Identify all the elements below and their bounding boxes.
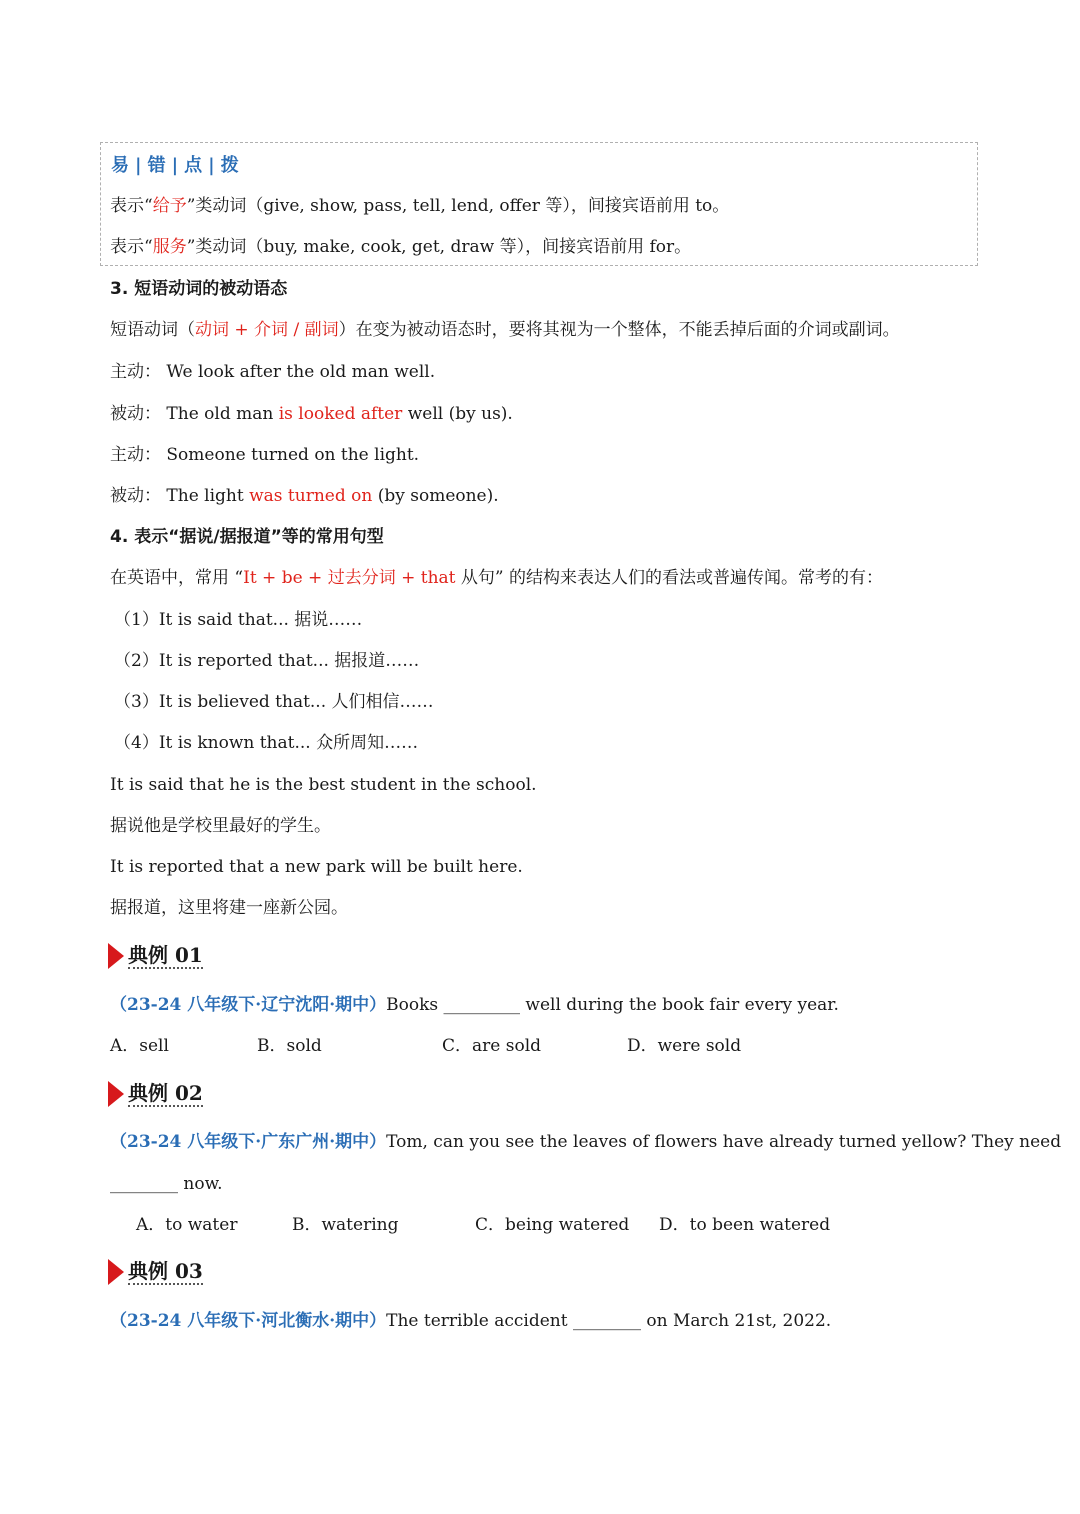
example-active-1: 主动： We look after the old man well. (110, 362, 436, 382)
example-02-question-cont: ________ now. (110, 1174, 223, 1194)
example-active-2: 主动： Someone turned on the light. (110, 445, 420, 465)
section-3-intro: 短语动词（动词 + 介词 / 副词）在变为被动语态时，要将其视为一个整体，不能丢掉后面的介词或副词。 (110, 320, 900, 340)
example-01-option-d: D．were sold (627, 1036, 742, 1056)
arrow-right-icon (108, 943, 124, 969)
pattern-4: （4）It is known that... 众所周知…… (114, 733, 419, 753)
example-02-question: （23-24 八年级下·广东广州·期中）Tom, can you see the leaves of flowers have already turned yellow? They need (110, 1132, 1062, 1152)
tip-line-serve: 表示“服务”类动词（buy, make, cook, get, draw 等），间接宾语前用 for。 (110, 237, 692, 257)
pattern-3: （3）It is believed that... 人们相信…… (114, 692, 434, 712)
example-03-question: （23-24 八年级下·河北衡水·期中）The terrible accident ________ on March 21st, 2022. (110, 1311, 832, 1331)
sentence-zh-1: 据说他是学校里最好的学生。 (110, 816, 331, 836)
arrow-right-icon (108, 1081, 124, 1107)
example-01-option-b: B．sold (257, 1036, 322, 1056)
example-02-option-c: C．being watered (475, 1215, 630, 1235)
tip-line-give: 表示“给予”类动词（give, show, pass, tell, lend, offer 等），间接宾语前用 to。 (110, 196, 730, 216)
sentence-en-1: It is said that he is the best student in the school. (110, 775, 537, 795)
pattern-2: （2）It is reported that... 据报道…… (114, 651, 420, 671)
sentence-zh-2: 据报道，这里将建一座新公园。 (110, 898, 348, 918)
example-02-option-b: B．watering (292, 1215, 399, 1235)
tip-title: 易 | 错 | 点 | 拨 (111, 155, 241, 176)
example-passive-2: 被动： The light was turned on (by someone). (110, 486, 499, 506)
example-02-option-a: A．to water (136, 1215, 238, 1235)
example-passive-1: 被动： The old man is looked after well (by us). (110, 404, 513, 424)
example-02-heading: 典例 02 (108, 1079, 203, 1109)
example-02-option-d: D．to been watered (659, 1215, 831, 1235)
example-03-heading: 典例 03 (108, 1257, 203, 1287)
example-01-option-a: A．sell (110, 1036, 169, 1056)
pattern-1: （1）It is said that... 据说…… (114, 610, 363, 630)
sentence-en-2: It is reported that a new park will be built here. (110, 857, 523, 877)
arrow-right-icon (108, 1259, 124, 1285)
section-4-intro: 在英语中，常用 “It + be + 过去分词 + that 从句” 的结构来表达人们的看法或普遍传闻。常考的有： (110, 568, 884, 588)
example-01-heading: 典例 01 (108, 941, 203, 971)
section-4-heading: 4. 表示“据说/据报道”等的常用句型 (110, 527, 384, 547)
section-3-heading: 3. 短语动词的被动语态 (110, 279, 288, 299)
example-01-option-c: C．are sold (442, 1036, 542, 1056)
example-01-question: （23-24 八年级下·辽宁沈阳·期中）Books _________ well during the book fair every year. (110, 995, 839, 1015)
